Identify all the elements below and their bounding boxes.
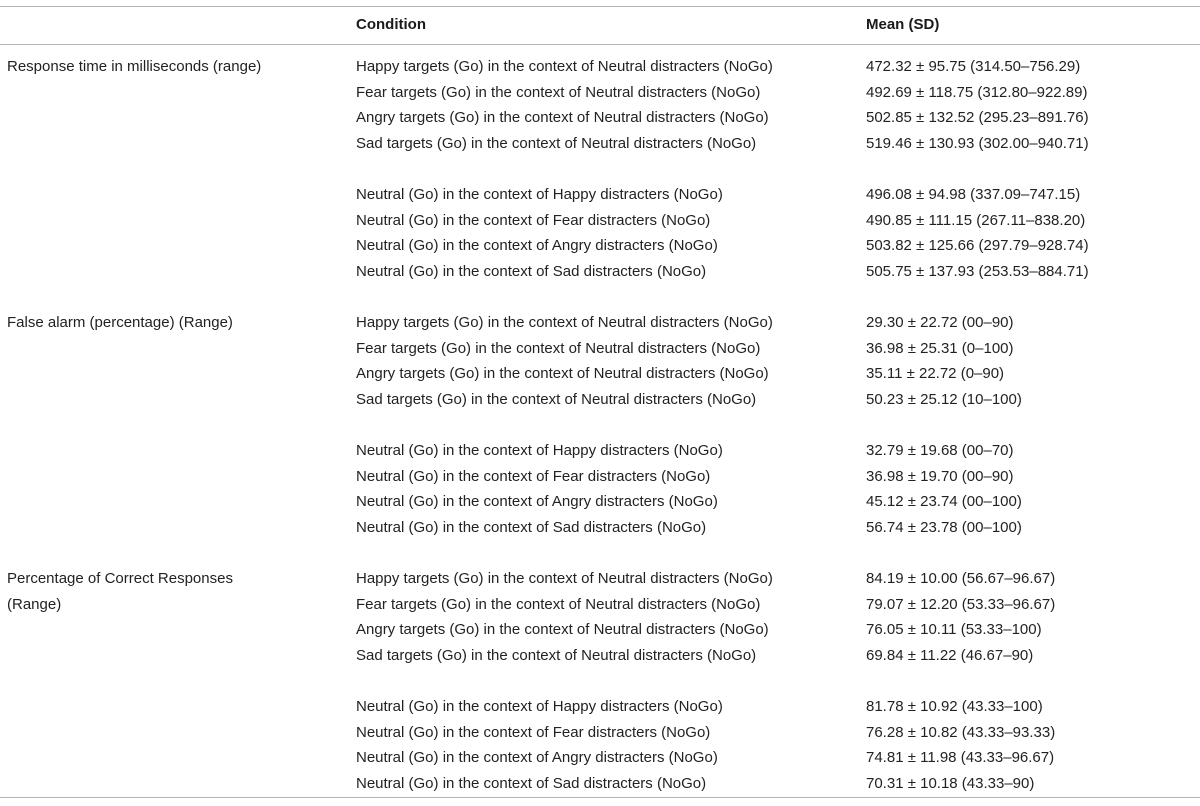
condition-cell: Happy targets (Go) in the context of Neutral distracters (NoGo)	[356, 314, 773, 331]
mean-sd-cell: 69.84 ± 11.22 (46.67–90)	[866, 646, 1034, 664]
condition-cell: Neutral (Go) in the context of Angry distracters (NoGo)	[356, 237, 718, 254]
mean-sd-cell: 492.69 ± 118.75 (312.80–922.89)	[866, 83, 1088, 101]
mean-sd-cell: 496.08 ± 94.98 (337.09–747.15)	[866, 186, 1081, 203]
condition-cell: Neutral (Go) in the context of Fear distracters (NoGo)	[356, 467, 711, 485]
mean-sd-cell: 519.46 ± 130.93 (302.00–940.71)	[866, 134, 1089, 152]
condition-cell: Neutral (Go) in the context of Angry distracters (NoGo)	[356, 493, 718, 510]
mean-sd-cell: 56.74 ± 23.78 (00–100)	[866, 518, 1022, 536]
mean-sd-cell: 74.81 ± 11.98 (43.33–96.67)	[866, 749, 1055, 766]
mean-sd-cell: 36.98 ± 25.31 (0–100)	[866, 339, 1014, 357]
condition-cell: Neutral (Go) in the context of Fear distracters (NoGo)	[356, 723, 711, 741]
condition-cell: Neutral (Go) in the context of Happy distracters (NoGo)	[356, 442, 723, 459]
condition-cell: Angry targets (Go) in the context of Neutral distracters (NoGo)	[356, 109, 769, 126]
condition-cell: Neutral (Go) in the context of Sad distracters (NoGo)	[356, 518, 707, 536]
mean-sd-cell: 505.75 ± 137.93 (253.53–884.71)	[866, 262, 1089, 280]
condition-cell: Neutral (Go) in the context of Angry distracters (NoGo)	[356, 749, 718, 766]
mean-sd-cell: 84.19 ± 10.00 (56.67–96.67)	[866, 570, 1056, 587]
condition-cell: Neutral (Go) in the context of Fear distracters (NoGo)	[356, 211, 711, 229]
mean-sd-cell: 50.23 ± 25.12 (10–100)	[866, 390, 1022, 408]
mean-sd-cell: 29.30 ± 22.72 (00–90)	[866, 314, 1014, 331]
condition-cell: Fear targets (Go) in the context of Neutral distracters (NoGo)	[356, 595, 761, 613]
condition-cell: Angry targets (Go) in the context of Neutral distracters (NoGo)	[356, 365, 769, 382]
mean-sd-cell: 45.12 ± 23.74 (00–100)	[866, 493, 1022, 510]
mean-sd-cell: 32.79 ± 19.68 (00–70)	[866, 442, 1014, 459]
mean-column-header: Mean (SD)	[866, 16, 940, 33]
mean-sd-cell: 36.98 ± 19.70 (00–90)	[866, 467, 1014, 485]
table-top-rule	[0, 6, 1200, 7]
table-bottom-rule	[0, 797, 1200, 798]
condition-cell: Sad targets (Go) in the context of Neutral distracters (NoGo)	[356, 390, 757, 408]
condition-cell: Happy targets (Go) in the context of Neutral distracters (NoGo)	[356, 58, 773, 75]
condition-cell: Neutral (Go) in the context of Happy distracters (NoGo)	[356, 698, 723, 715]
condition-cell: Angry targets (Go) in the context of Neutral distracters (NoGo)	[356, 621, 769, 638]
measure-label: False alarm (percentage) (Range)	[7, 314, 233, 331]
mean-sd-cell: 76.05 ± 10.11 (53.33–100)	[866, 621, 1042, 638]
condition-cell: Fear targets (Go) in the context of Neutral distracters (NoGo)	[356, 83, 761, 101]
mean-sd-cell: 472.32 ± 95.75 (314.50–756.29)	[866, 58, 1081, 75]
mean-sd-cell: 79.07 ± 12.20 (53.33–96.67)	[866, 595, 1056, 613]
mean-sd-cell: 81.78 ± 10.92 (43.33–100)	[866, 698, 1043, 715]
condition-cell: Sad targets (Go) in the context of Neutral distracters (NoGo)	[356, 134, 757, 152]
condition-cell: Fear targets (Go) in the context of Neutral distracters (NoGo)	[356, 339, 761, 357]
condition-column-header: Condition	[356, 16, 426, 33]
measure-label: Response time in milliseconds (range)	[7, 58, 262, 75]
measure-label: Percentage of Correct Responses	[7, 570, 233, 587]
mean-sd-cell: 490.85 ± 111.15 (267.11–838.20)	[866, 211, 1086, 229]
condition-cell: Neutral (Go) in the context of Sad distracters (NoGo)	[356, 774, 707, 792]
mean-sd-cell: 70.31 ± 10.18 (43.33–90)	[866, 774, 1035, 792]
mean-sd-cell: 35.11 ± 22.72 (0–90)	[866, 365, 1005, 382]
measure-label: (Range)	[7, 595, 62, 613]
condition-cell: Sad targets (Go) in the context of Neutral distracters (NoGo)	[356, 646, 757, 664]
condition-cell: Neutral (Go) in the context of Sad distracters (NoGo)	[356, 262, 707, 280]
mean-sd-cell: 76.28 ± 10.82 (43.33–93.33)	[866, 723, 1056, 741]
mean-sd-cell: 502.85 ± 132.52 (295.23–891.76)	[866, 109, 1089, 126]
condition-cell: Neutral (Go) in the context of Happy distracters (NoGo)	[356, 186, 723, 203]
table-header-rule	[0, 44, 1200, 45]
mean-sd-cell: 503.82 ± 125.66 (297.79–928.74)	[866, 237, 1089, 254]
condition-cell: Happy targets (Go) in the context of Neutral distracters (NoGo)	[356, 570, 773, 587]
